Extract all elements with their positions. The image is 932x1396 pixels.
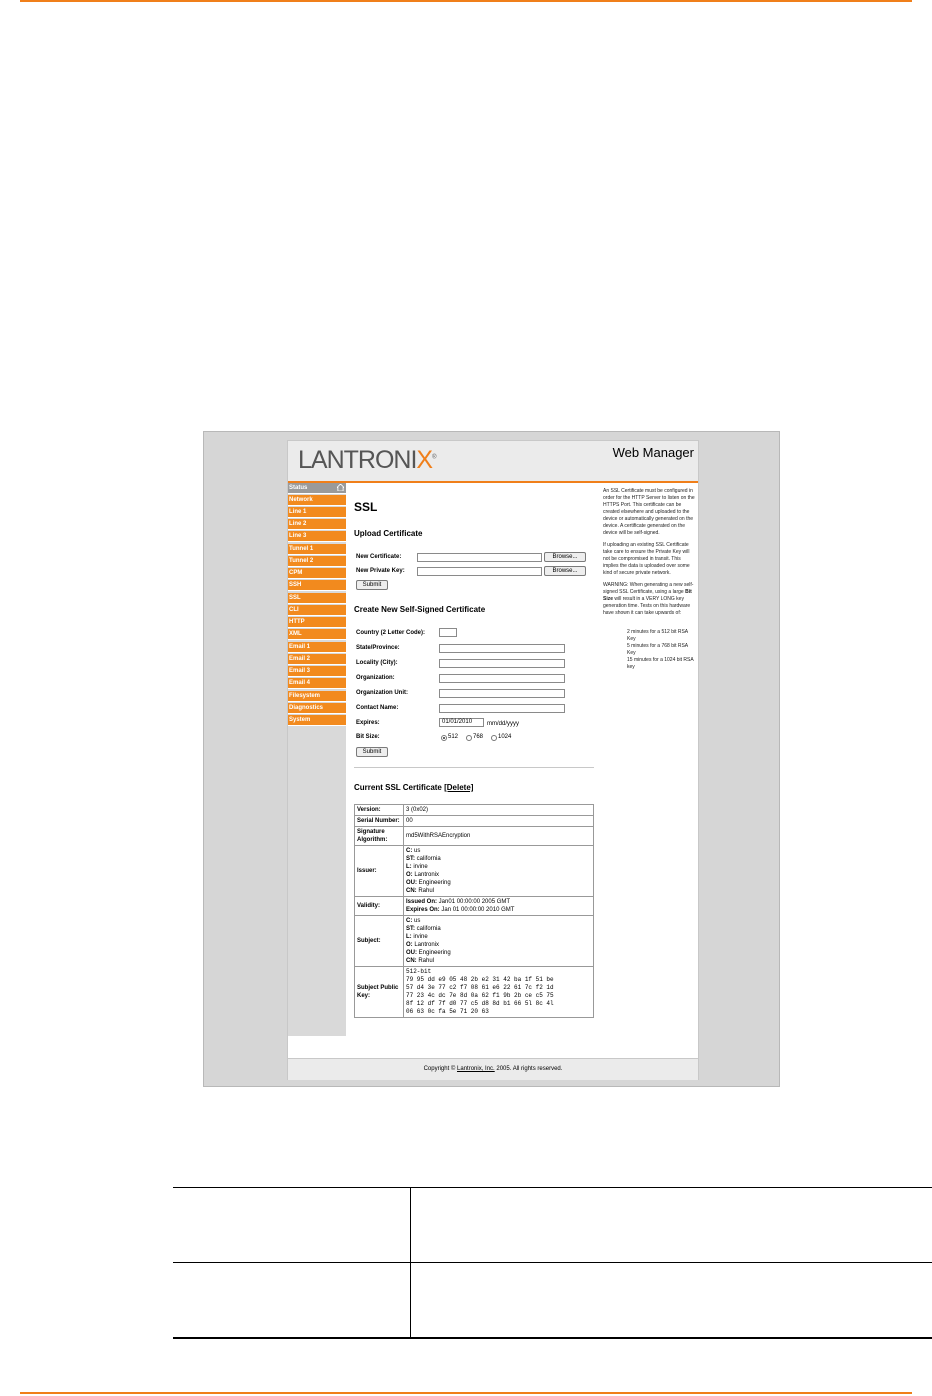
expires-label: Expires:: [356, 720, 380, 726]
table-row: [355, 827, 594, 846]
bit-size-768-label: 768: [473, 734, 484, 740]
table-column-divider: [410, 1187, 411, 1339]
sidebar-item-tunnel-1[interactable]: Tunnel 1: [288, 544, 346, 555]
sidebar-item-network[interactable]: Network: [288, 495, 346, 506]
table-bottom-border: [173, 1337, 932, 1339]
bit-size-1024-radio[interactable]: [491, 735, 497, 741]
new-private-key-input[interactable]: [417, 567, 542, 576]
web-manager-window: [287, 440, 699, 1080]
page-top-rule: [20, 0, 912, 2]
sidebar-item-email-1[interactable]: Email 1: [288, 642, 346, 653]
help-paragraph: An SSL Certificate must be configured in order for the HTTP Server to listen on the HTTPS Port. This certificate can be created elsewhere and uploaded to the device or automatically generated on the device. A certificate generated on the device will be self-signed.: [603, 488, 695, 536]
expires-format-hint: mm/dd/yyyy: [487, 721, 520, 727]
validity-value: Issued On: Jan01 00:00:00 2005 GMT Expires On: Jan 01 00:00:00 2010 GMT: [404, 897, 594, 916]
bit-size-1024-label: 1024: [498, 734, 512, 740]
table-row: [355, 805, 594, 816]
create-heading: Create New Self-Signed Certificate: [354, 605, 486, 614]
browse-key-button[interactable]: Browse...: [544, 566, 586, 576]
public-key-key: Subject Public Key:: [355, 967, 404, 1018]
contact-name-label: Contact Name:: [356, 705, 399, 711]
locality-input[interactable]: [439, 659, 565, 668]
sidebar-item-system[interactable]: System: [288, 715, 346, 726]
version-value: 3 (0x02): [404, 805, 594, 816]
signature-key: Signature Algorithm:: [355, 827, 404, 846]
sidebar-item-line-3[interactable]: Line 3: [288, 531, 346, 542]
lantronix-link[interactable]: Lantronix, Inc.: [457, 1066, 495, 1072]
new-certificate-input[interactable]: [417, 553, 542, 562]
screenshot-frame: [203, 431, 780, 1087]
signature-value: md5WithRSAEncryption: [404, 827, 594, 846]
organization-input[interactable]: [439, 674, 565, 683]
sidebar-item-email-3[interactable]: Email 3: [288, 666, 346, 677]
bit-size-512-radio[interactable]: [441, 735, 447, 741]
new-certificate-label: New Certificate:: [356, 554, 402, 560]
sidebar-item-xml[interactable]: XML: [288, 629, 346, 640]
sidebar-item-http[interactable]: HTTP: [288, 617, 346, 628]
table-top-border: [173, 1187, 932, 1188]
help-time-512: 2 minutes for a 512 bit RSA Key: [627, 629, 688, 642]
header: [288, 441, 698, 481]
sidebar-item-filesystem[interactable]: Filesystem: [288, 691, 346, 702]
table-row: [355, 816, 594, 827]
public-key-value: 512-bit 79 95 dd e9 05 48 2b e2 31 42 ba 1f 51 be 57 d4 3e 77 c2 f7 08 61 e6 22 61 7c f2 1d 77 23 4c dc 7e 8d 0a 62 f1 9b 2b ce c5 75 8f 12 df 7f d0 77 c5 d8 8d b1 66 5l 8c 4l 06 63 0c fa 5e 71 20 63: [404, 967, 594, 1018]
help-time-768: 5 minutes for a 768 bit RSA Key: [627, 643, 688, 656]
sidebar-item-diagnostics[interactable]: Diagnostics: [288, 703, 346, 714]
bit-size-768-radio[interactable]: [466, 735, 472, 741]
expires-input[interactable]: 01/01/2010: [439, 718, 484, 727]
locality-label: Locality (City):: [356, 660, 398, 666]
upload-heading: Upload Certificate: [354, 529, 423, 538]
subject-value: C: us ST: california L: irvine O: Lantronix OU: Engineering CN: Rahul: [404, 916, 594, 967]
organization-unit-input[interactable]: [439, 689, 565, 698]
sidebar-item-cpm[interactable]: CPM: [288, 568, 346, 579]
version-key: Version:: [355, 805, 404, 816]
contact-name-input[interactable]: [439, 704, 565, 713]
state-label: State/Province:: [356, 645, 400, 651]
country-label: Country (2 Letter Code):: [356, 630, 425, 636]
app-title: Web Manager: [612, 445, 694, 460]
table-row: [355, 897, 594, 916]
section-divider: [354, 767, 594, 768]
create-submit-button[interactable]: Submit: [356, 747, 388, 757]
current-cert-heading: Current SSL Certificate [Delete]: [354, 783, 474, 792]
country-input[interactable]: [439, 628, 457, 637]
bit-size-label: Bit Size:: [356, 734, 380, 740]
table-row: [355, 846, 594, 897]
help-warning: WARNING: When generating a new self-signed SSL Certificate, using a large Bit Size will result in a VERY LONG key generation time. Tests on this hardware have shown it can take upwards of:: [603, 582, 694, 616]
sidebar-item-email-4[interactable]: Email 4: [288, 678, 346, 689]
sidebar-item-status[interactable]: Status: [288, 483, 346, 494]
serial-key: Serial Number:: [355, 816, 404, 827]
issuer-value: C: us ST: california L: irvine O: Lantronix OU: Engineering CN: Rahul: [404, 846, 594, 897]
issuer-key: Issuer:: [355, 846, 404, 897]
table-row: [355, 967, 594, 1018]
new-private-key-label: New Private Key:: [356, 568, 405, 574]
sidebar-item-email-2[interactable]: Email 2: [288, 654, 346, 665]
sidebar-item-line-1[interactable]: Line 1: [288, 507, 346, 518]
footer: Copyright © Lantronix, Inc. 2005. All rights reserved.: [288, 1058, 698, 1080]
sidebar-item-tunnel-2[interactable]: Tunnel 2: [288, 556, 346, 567]
home-icon[interactable]: [337, 484, 344, 491]
sidebar-item-cli[interactable]: CLI: [288, 605, 346, 616]
validity-key: Validity:: [355, 897, 404, 916]
help-time-1024: 15 minutes for a 1024 bit RSA key: [627, 657, 694, 670]
browse-certificate-button[interactable]: Browse...: [544, 552, 586, 562]
help-paragraph: If uploading an existing SSL Certificate take care to ensure the Private Key will not be compromised in transit. This implies the data is uploaded over some kind of secure private network.: [603, 542, 690, 576]
sidebar-item-line-2[interactable]: Line 2: [288, 519, 346, 530]
organization-unit-label: Organization Unit:: [356, 690, 408, 696]
table-row-divider: [173, 1262, 932, 1263]
state-input[interactable]: [439, 644, 565, 653]
sidebar-nav: [288, 483, 346, 1036]
page-title: SSL: [354, 500, 378, 514]
page-bottom-rule: [20, 1392, 912, 1394]
organization-label: Organization:: [356, 675, 395, 681]
sidebar-item-ssl[interactable]: SSL: [288, 593, 346, 604]
serial-value: 00: [404, 816, 594, 827]
sidebar-item-ssh[interactable]: SSH: [288, 580, 346, 591]
delete-link[interactable]: [Delete]: [444, 783, 474, 792]
bit-size-512-label: 512: [448, 734, 459, 740]
subject-key: Subject:: [355, 916, 404, 967]
upload-submit-button[interactable]: Submit: [356, 580, 388, 590]
lantronix-logo: LANTRONIX®: [298, 446, 436, 474]
table-row: [355, 916, 594, 967]
main-content: [347, 483, 601, 1058]
help-panel: [601, 483, 698, 676]
certificate-table: [354, 804, 594, 1018]
